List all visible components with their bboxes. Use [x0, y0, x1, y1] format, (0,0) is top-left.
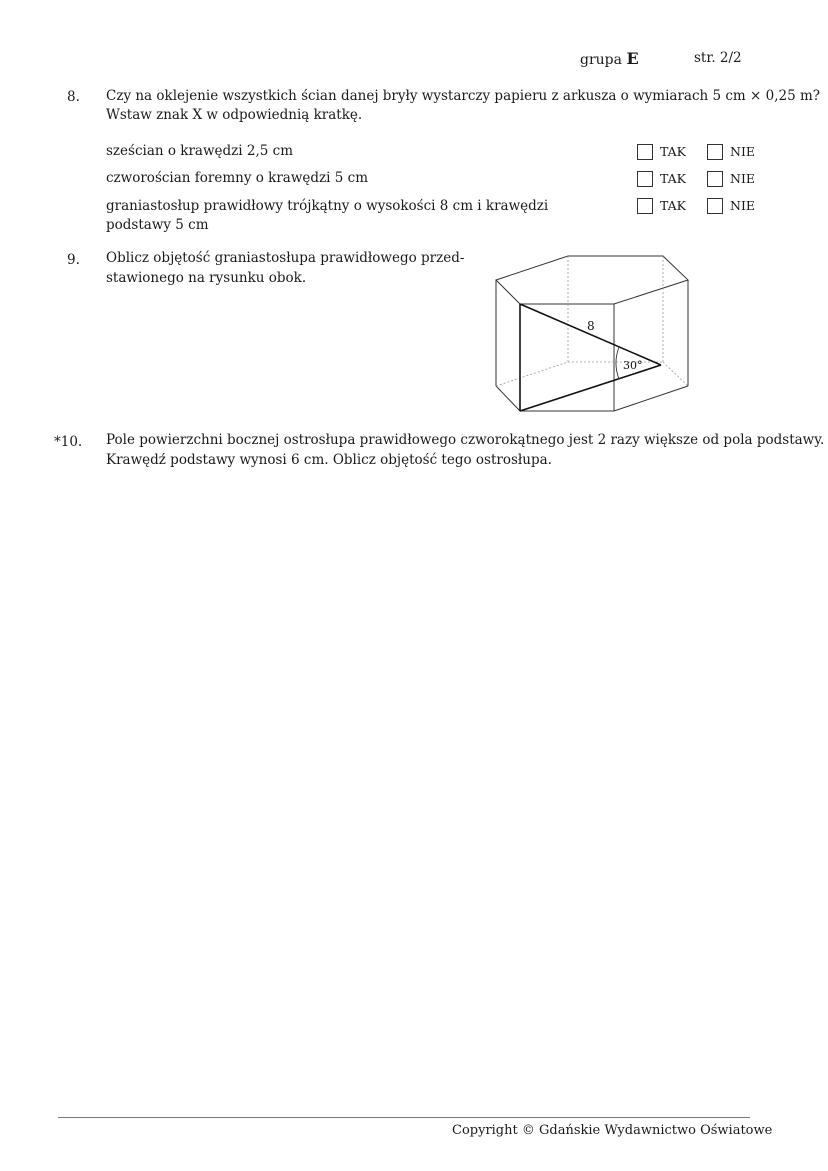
- q8-row2-label: czworościan foremny o krawędzi 5 cm: [106, 170, 369, 186]
- q9-text-line2: stawionego na rysunku obok.: [106, 270, 307, 286]
- q8-row3-label-line1: graniastosłup prawidłowy trójkątny o wysokości 8 cm i krawędzi: [106, 198, 549, 214]
- prism-bottom-edges: [496, 386, 688, 411]
- q8-row2-nie-label: NIE: [730, 171, 755, 186]
- q8-text-line2: Wstaw znak X w odpowiednią kratkę.: [106, 107, 363, 123]
- q8-row2-tak-label: TAK: [660, 171, 687, 186]
- page-number: str. 2/2: [694, 50, 742, 66]
- q10-number: *10.: [54, 434, 83, 450]
- q10-text-line2: Krawędź podstawy wynosi 6 cm. Oblicz objętość tego ostrosłupa.: [106, 452, 552, 468]
- q8-row3-tak-label: TAK: [660, 198, 687, 213]
- prism-hidden-bottom-3: [663, 362, 688, 386]
- group-letter: E: [626, 49, 639, 68]
- q8-text-line1: Czy na oklejenie wszystkich ścian danej bryły wystarczy papieru z arkusza o wymiarach 5 cm × 0,25 m?: [106, 88, 821, 104]
- footer-divider: [58, 1117, 750, 1118]
- q8-row1-nie-checkbox[interactable]: [707, 144, 723, 160]
- section-edge-top: [520, 304, 661, 365]
- group-label: grupa: [580, 52, 622, 68]
- angle-label: 30°: [623, 359, 643, 372]
- group-header: [580, 49, 639, 68]
- q8-number: 8.: [67, 89, 80, 105]
- q8-row1-tak-label: TAK: [660, 144, 687, 159]
- q9-number: 9.: [67, 252, 80, 268]
- q8-row2-nie-checkbox[interactable]: [707, 171, 723, 187]
- q8-row1-tak-checkbox[interactable]: [637, 144, 653, 160]
- angle-arc: [616, 347, 619, 379]
- q10-text-line1: Pole powierzchni bocznej ostrosłupa prawidłowego czworokątnego jest 2 razy większe od pola podstawy.: [106, 432, 825, 448]
- q8-row3-tak-checkbox[interactable]: [637, 198, 653, 214]
- hexagonal-prism-figure: [488, 248, 698, 420]
- q8-row3-label-line2: podstawy 5 cm: [106, 217, 209, 233]
- q8-row3-nie-checkbox[interactable]: [707, 198, 723, 214]
- copyright: Copyright © Gdańskie Wydawnictwo Oświatowe: [452, 1123, 773, 1138]
- q8-row2-tak-checkbox[interactable]: [637, 171, 653, 187]
- q8-row1-label: sześcian o krawędzi 2,5 cm: [106, 143, 294, 159]
- q8-row1-nie-label: NIE: [730, 144, 755, 159]
- q8-row3-nie-label: NIE: [730, 198, 755, 213]
- prism-hidden-bottom-1: [496, 362, 568, 386]
- prism-top-face: [496, 256, 688, 304]
- length-label: 8: [587, 319, 595, 333]
- q9-text-line1: Oblicz objętość graniastosłupa prawidłowego przed-: [106, 250, 465, 266]
